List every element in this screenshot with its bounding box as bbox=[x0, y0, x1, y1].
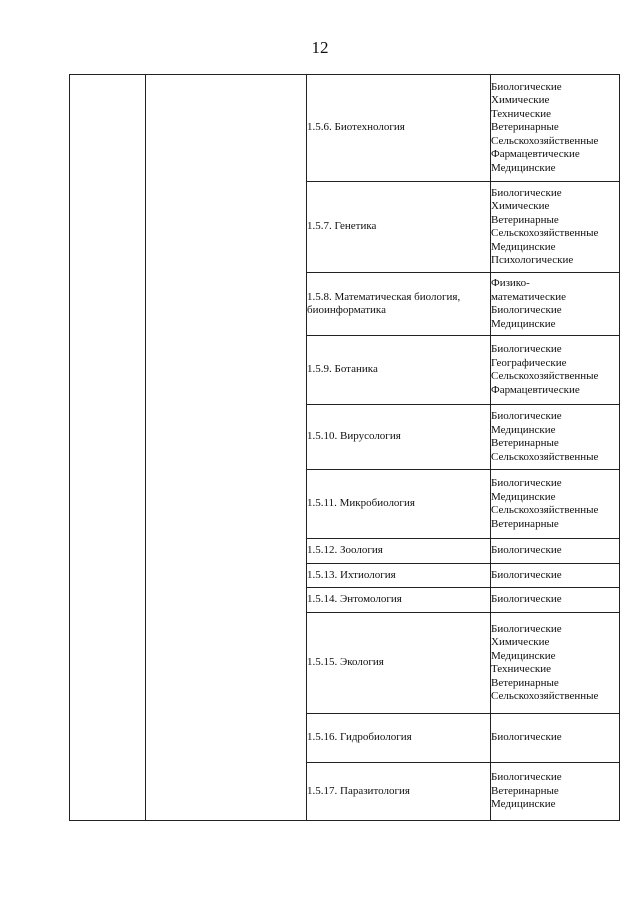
specialty-name: 1.5.9. Ботаника bbox=[307, 363, 378, 376]
science-fields-cell bbox=[491, 564, 620, 588]
science-field: Ветеринарные bbox=[491, 676, 559, 689]
science-field: Биологические bbox=[491, 186, 562, 199]
science-fields-cell bbox=[491, 588, 620, 613]
science-field: Биологические bbox=[491, 622, 562, 635]
science-field: Биологические bbox=[491, 568, 562, 581]
science-fields-cell bbox=[491, 470, 620, 539]
specialty-name: 1.5.6. Биотехнология bbox=[307, 121, 405, 134]
specialty-name-cell bbox=[307, 714, 491, 763]
science-fields-cell bbox=[491, 714, 620, 763]
science-field: Физико- bbox=[491, 277, 530, 289]
science-field: Биологические bbox=[491, 544, 562, 557]
science-field: Ветеринарные bbox=[491, 437, 559, 449]
science-field: Медицинские bbox=[491, 317, 556, 330]
specialty-name: 1.5.13. Ихтиология bbox=[307, 568, 396, 581]
science-field: Сельскохозяйственные bbox=[491, 370, 599, 382]
science-field: математические bbox=[491, 290, 567, 303]
science-field: Биологические bbox=[491, 343, 562, 355]
specialty-name-cell bbox=[307, 763, 491, 821]
specialty-name-cell bbox=[307, 613, 491, 714]
science-fields-cell bbox=[491, 182, 620, 273]
specialty-name: 1.5.10. Вирусология bbox=[307, 430, 401, 443]
table-row bbox=[70, 75, 620, 182]
science-field: Медицинские bbox=[491, 490, 556, 503]
science-fields-cell bbox=[491, 336, 620, 405]
science-field: Химические bbox=[491, 636, 550, 648]
science-field: Биологические bbox=[491, 410, 562, 422]
specialty-name-cell bbox=[307, 564, 491, 588]
science-field: Биологические bbox=[491, 80, 562, 93]
science-field: Фармацевтические bbox=[491, 383, 580, 396]
science-field: Биологические bbox=[491, 304, 562, 316]
specialty-name-cell bbox=[307, 336, 491, 405]
science-field: Медицинские bbox=[491, 161, 556, 174]
science-fields-cell bbox=[491, 763, 620, 821]
specialty-name-cell bbox=[307, 588, 491, 613]
science-field: Ветеринарные bbox=[491, 784, 559, 797]
specialty-name: 1.5.12. Зоология bbox=[307, 544, 383, 557]
science-field: Технические bbox=[491, 107, 551, 120]
specialties-table bbox=[69, 74, 620, 821]
specialty-name-cell bbox=[307, 539, 491, 564]
science-field: Ветеринарные bbox=[491, 121, 559, 134]
science-field: Медицинские bbox=[491, 240, 556, 253]
specialty-name: 1.5.11. Микробиология bbox=[307, 497, 415, 510]
science-field: Медицинские bbox=[491, 798, 556, 811]
science-field: Технические bbox=[491, 663, 551, 675]
science-fields-cell bbox=[491, 539, 620, 564]
science-fields-cell bbox=[491, 405, 620, 470]
science-field: Химические bbox=[491, 94, 550, 107]
specialty-name: 1.5.16. Гидробиология bbox=[307, 731, 412, 744]
science-fields-cell bbox=[491, 273, 620, 336]
specialty-name-cell bbox=[307, 470, 491, 539]
page-number: 12 bbox=[311, 38, 329, 57]
science-field: Медицинские bbox=[491, 649, 556, 662]
science-field: Ветеринарные bbox=[491, 517, 559, 530]
empty-column-2 bbox=[146, 75, 307, 821]
science-field: Ветеринарные bbox=[491, 213, 559, 226]
empty-column-1 bbox=[70, 75, 146, 821]
science-field: Психологические bbox=[491, 254, 574, 266]
specialty-name-cell bbox=[307, 273, 491, 336]
science-field: Фармацевтические bbox=[491, 148, 580, 161]
specialties-table-body bbox=[70, 75, 620, 821]
science-field: Сельскохозяйственные bbox=[491, 227, 599, 239]
specialty-name: 1.5.15. Экология bbox=[307, 656, 384, 669]
science-field: Сельскохозяйственные bbox=[491, 690, 599, 702]
science-field: Географические bbox=[491, 356, 567, 369]
specialty-name-cell bbox=[307, 75, 491, 182]
science-field: Медицинские bbox=[491, 423, 556, 436]
science-field: Химические bbox=[491, 200, 550, 212]
specialty-name: 1.5.8. Математическая биология, биоинформатика bbox=[307, 290, 461, 316]
specialty-name-cell bbox=[307, 405, 491, 470]
science-fields-cell bbox=[491, 75, 620, 182]
specialty-name: 1.5.7. Генетика bbox=[307, 220, 377, 233]
science-field: Биологические bbox=[491, 771, 562, 784]
science-field: Биологические bbox=[491, 477, 562, 489]
science-field: Сельскохозяйственные bbox=[491, 450, 599, 463]
science-fields-cell bbox=[491, 613, 620, 714]
science-field: Биологические bbox=[491, 593, 562, 606]
science-field: Биологические bbox=[491, 731, 562, 744]
specialty-name-cell bbox=[307, 182, 491, 273]
specialty-name: 1.5.17. Паразитология bbox=[307, 784, 410, 797]
science-field: Сельскохозяйственные bbox=[491, 134, 599, 147]
science-field: Сельскохозяйственные bbox=[491, 504, 599, 516]
specialty-name: 1.5.14. Энтомология bbox=[307, 593, 402, 606]
